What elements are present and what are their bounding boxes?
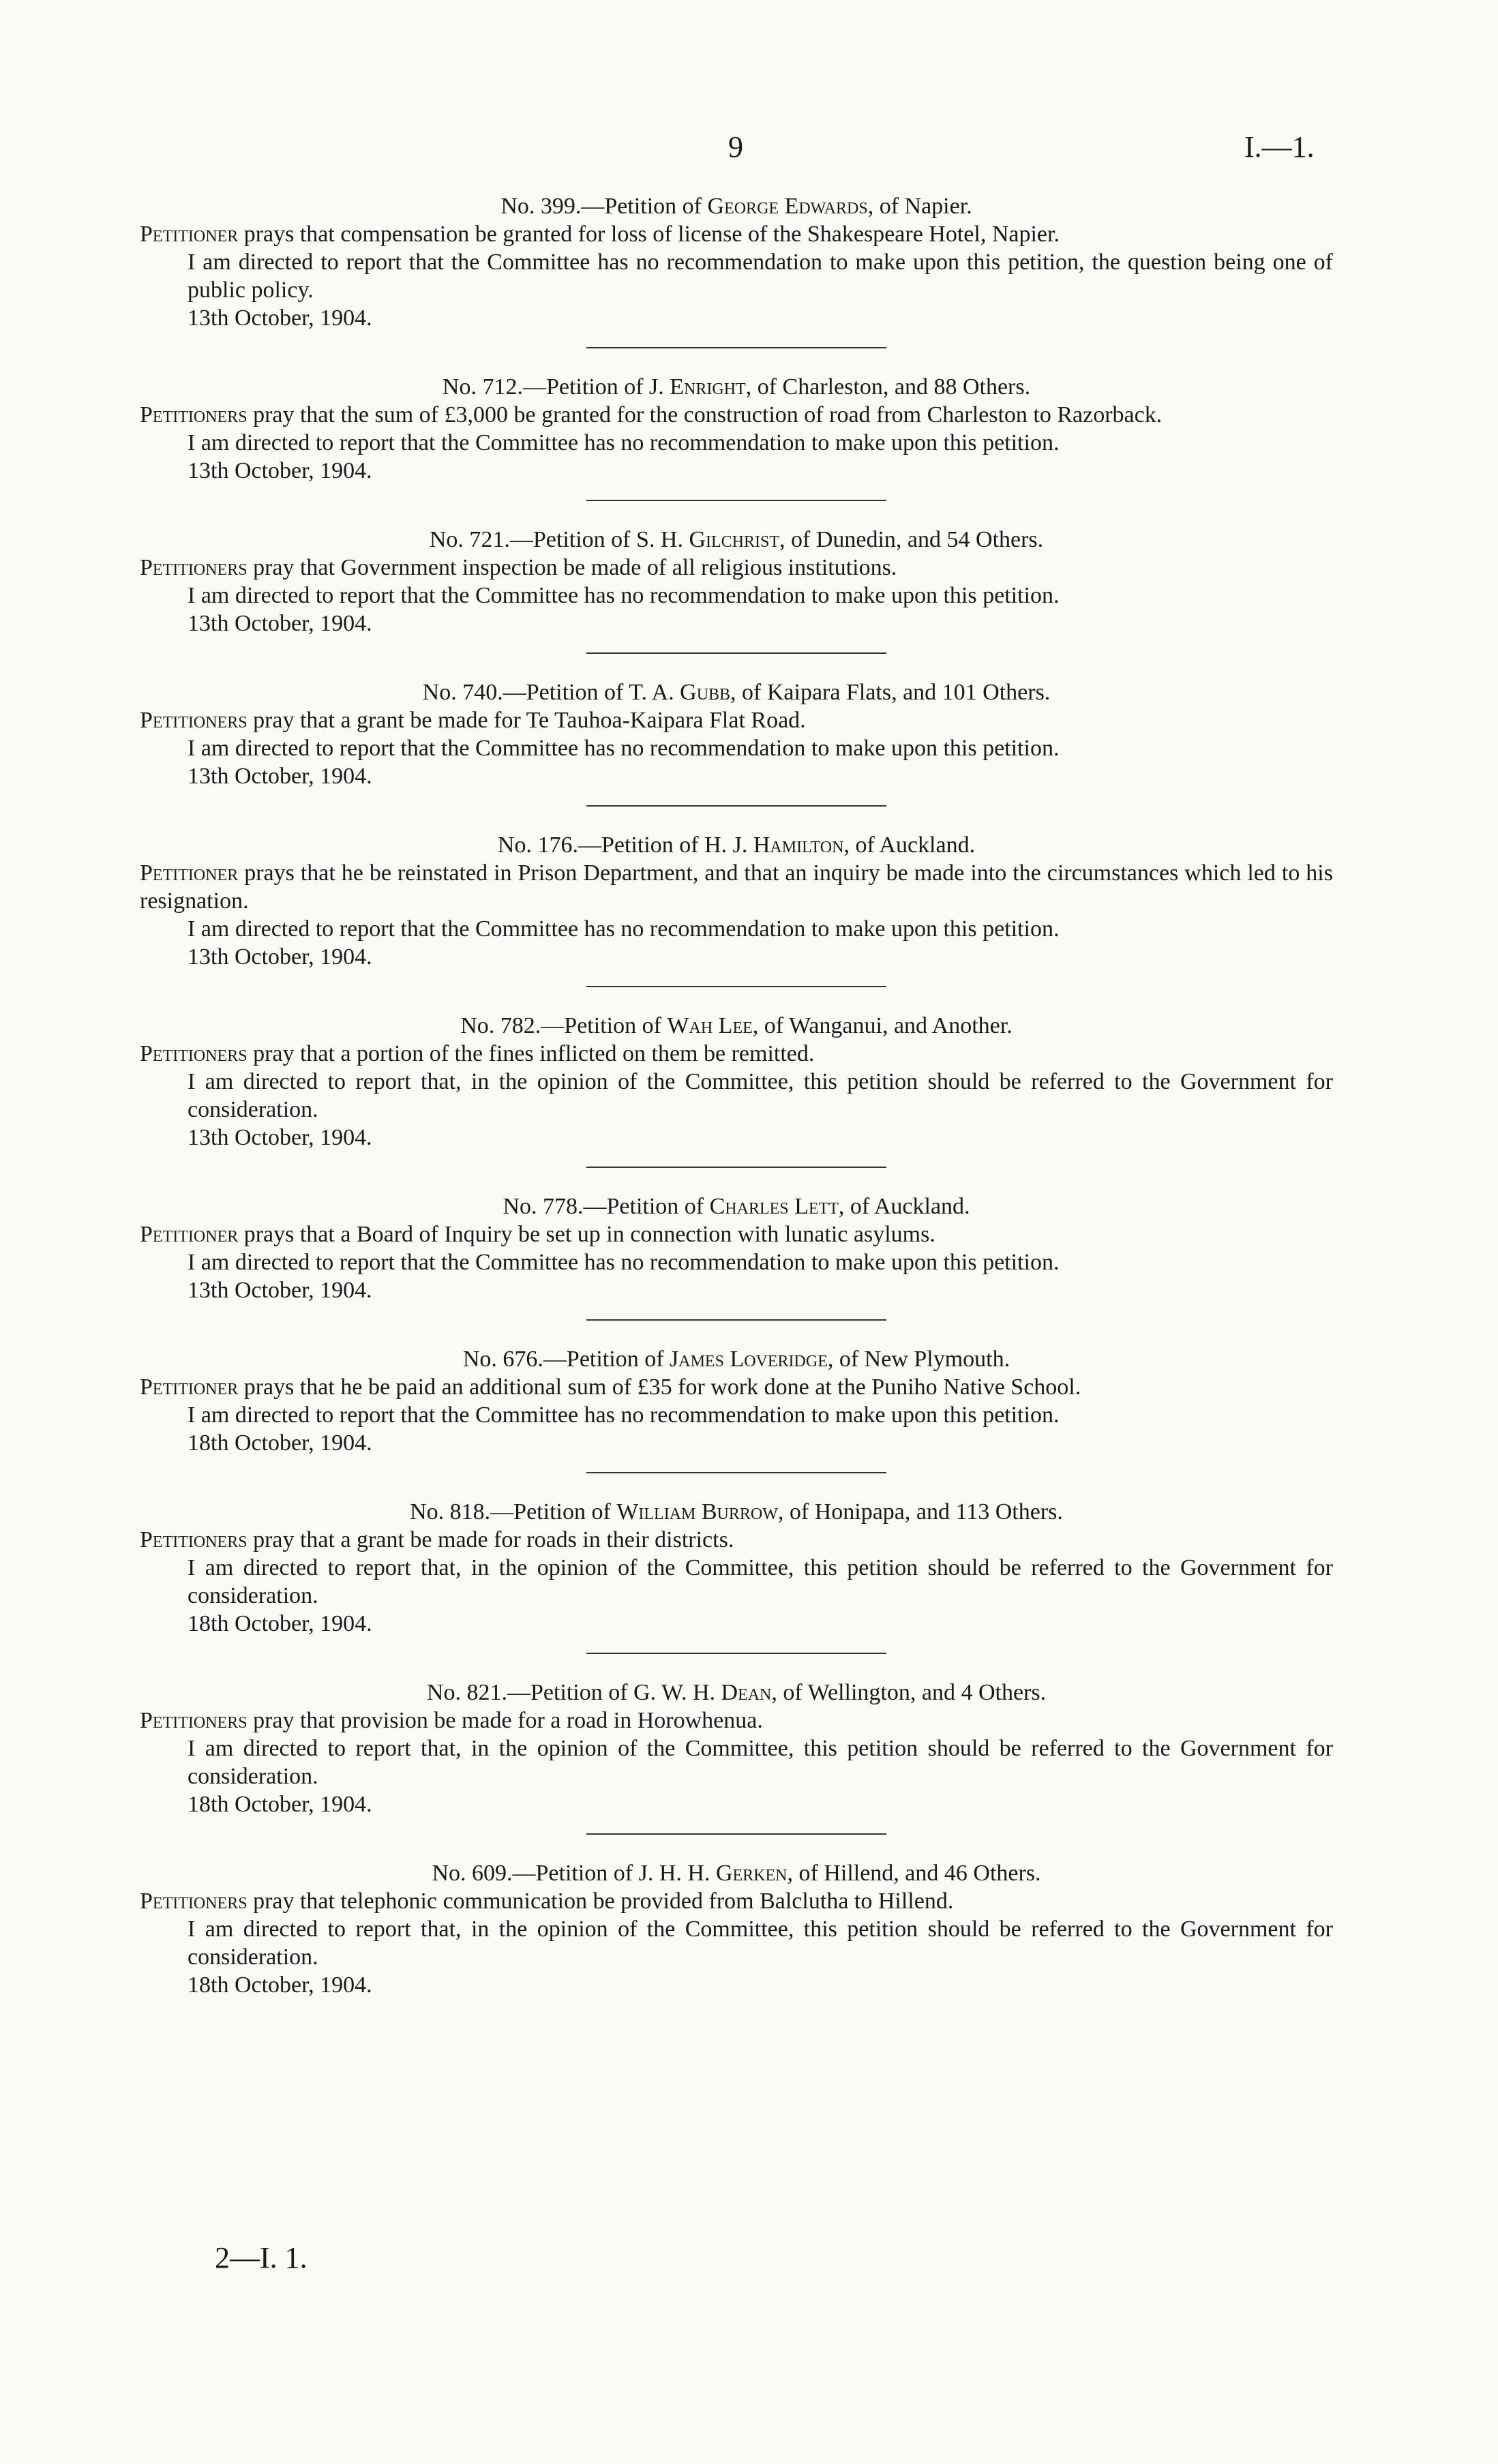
report-date: 13th October, 1904. — [188, 1278, 372, 1303]
committee-report: I am directed to report that, in the opinion of the Committee, this petition should be referred to the Government for consideration. — [188, 1069, 1333, 1122]
committee-report: I am directed to report that the Committee has no recommendation to make upon this petition, the question being one of public policy. — [188, 250, 1333, 303]
petitioner-name: James Loveridge — [670, 1347, 828, 1372]
petition-entry — [140, 192, 1333, 348]
petition-title: No. 399.—Petition of George Edwards, of Napier. — [500, 194, 972, 219]
petition-request: Petitioners pray that a grant be made for Te Tauhoa-Kaipara Flat Road. — [140, 708, 806, 733]
petitioner-name: Gerken — [715, 1861, 788, 1886]
petition-request: Petitioners pray that Government inspection be made of all religious institutions. — [140, 555, 897, 580]
signature-mark: 2—I. 1. — [215, 2241, 308, 2274]
petition-title: No. 740.—Petition of T. A. Gubb, of Kaipara Flats, and 101 Others. — [422, 680, 1051, 705]
document-reference: I.—1. — [1244, 130, 1315, 164]
committee-report: I am directed to report that the Committee has no recommendation to make upon this petition. — [188, 430, 1060, 455]
page-header — [0, 130, 1498, 170]
committee-report: I am directed to report that the Committee has no recommendation to make upon this petition. — [188, 736, 1060, 761]
petitioner-name: George Edwards — [707, 194, 868, 219]
petitioner-name: Gilchrist — [689, 527, 780, 552]
section-divider — [586, 1319, 886, 1321]
petition-request: Petitioners pray that provision be made for a road in Horowhenua. — [140, 1708, 763, 1733]
petition-entry — [140, 526, 1333, 654]
petitioner-name: Dean — [721, 1680, 772, 1705]
petition-title: No. 712.—Petition of J. Enright, of Charleston, and 88 Others. — [442, 374, 1031, 400]
petition-title: No. 721.—Petition of S. H. Gilchrist, of Dunedin, and 54 Others. — [429, 527, 1044, 552]
report-date: 18th October, 1904. — [188, 1792, 372, 1817]
section-divider — [586, 805, 886, 807]
page-number: 9 — [728, 130, 743, 164]
report-date: 13th October, 1904. — [188, 944, 372, 970]
committee-report: I am directed to report that, in the opinion of the Committee, this petition should be referred to the Government for consideration. — [188, 1555, 1333, 1608]
report-date: 13th October, 1904. — [188, 305, 372, 331]
petition-entry — [140, 373, 1333, 501]
petition-title: No. 821.—Petition of G. W. H. Dean, of Wellington, and 4 Others. — [426, 1680, 1047, 1705]
petition-title: No. 818.—Petition of William Burrow, of Honipapa, and 113 Others. — [410, 1499, 1063, 1524]
petition-request: Petitioners pray that a grant be made for roads in their districts. — [140, 1527, 734, 1552]
petition-request: Petitioners pray that a portion of the fines inflicted on them be remitted. — [140, 1041, 815, 1066]
report-date: 18th October, 1904. — [188, 1430, 372, 1456]
section-divider — [586, 1167, 886, 1168]
section-divider — [586, 1833, 886, 1835]
section-divider — [586, 347, 886, 348]
report-date: 18th October, 1904. — [188, 1972, 372, 1998]
section-divider — [586, 500, 886, 501]
committee-report: I am directed to report that the Committee has no recommendation to make upon this petition. — [188, 583, 1060, 608]
section-divider — [586, 986, 886, 987]
petition-request: Petitioners pray that the sum of £3,000 be granted for the construction of road from Charleston to Razorback. — [140, 402, 1163, 427]
petitions-list — [140, 192, 1333, 2024]
report-date: 13th October, 1904. — [188, 764, 372, 789]
petition-title: No. 176.—Petition of H. J. Hamilton, of Auckland. — [497, 832, 976, 858]
section-divider — [586, 652, 886, 654]
petition-title: No. 676.—Petition of James Loveridge, of New Plymouth. — [462, 1347, 1010, 1372]
report-date: 13th October, 1904. — [188, 1125, 372, 1150]
petitioner-name: Charles Lett — [709, 1194, 839, 1219]
petition-entry — [140, 1192, 1333, 1321]
section-divider — [586, 1653, 886, 1654]
petition-title: No. 609.—Petition of J. H. H. Gerken, of Hillend, and 46 Others. — [432, 1861, 1041, 1886]
petition-entry — [140, 1859, 1333, 1999]
committee-report: I am directed to report that, in the opinion of the Committee, this petition should be referred to the Government for consideration. — [188, 1736, 1333, 1789]
petition-entry — [140, 1345, 1333, 1473]
petition-request: Petitioner prays that a Board of Inquiry be set up in connection with lunatic asylums. — [140, 1222, 935, 1247]
petition-request: Petitioner prays that he be reinstated in Prison Department, and that an inquiry be made into the circumstances which led to his resignation. — [140, 860, 1333, 914]
petition-request: Petitioners pray that telephonic communication be provided from Balclutha to Hillend. — [140, 1889, 954, 1914]
petitioner-name: Wah Lee — [667, 1013, 753, 1038]
report-date: 13th October, 1904. — [188, 458, 372, 483]
report-date: 18th October, 1904. — [188, 1611, 372, 1636]
petition-entry — [140, 1012, 1333, 1168]
committee-report: I am directed to report that the Committee has no recommendation to make upon this petition. — [188, 1250, 1060, 1275]
petition-entry — [140, 1498, 1333, 1654]
petition-request: Petitioner prays that compensation be granted for loss of license of the Shakespeare Hotel, Napier. — [140, 222, 1060, 247]
committee-report: I am directed to report that the Committee has no recommendation to make upon this petition. — [188, 1402, 1060, 1428]
petitioner-name: Gubb — [680, 680, 731, 705]
petition-title: No. 778.—Petition of Charles Lett, of Auckland. — [503, 1194, 970, 1219]
committee-report: I am directed to report that the Committee has no recommendation to make upon this petition. — [188, 916, 1060, 942]
petitioner-name: William Burrow — [616, 1499, 778, 1524]
section-divider — [586, 1472, 886, 1473]
petition-request: Petitioner prays that he be paid an additional sum of £35 for work done at the Puniho Native School. — [140, 1374, 1081, 1400]
petition-entry — [140, 831, 1333, 987]
petitioner-name: Enright — [670, 374, 746, 400]
petition-title: No. 782.—Petition of Wah Lee, of Wanganui, and Another. — [460, 1013, 1013, 1038]
petition-entry — [140, 678, 1333, 807]
petition-entry — [140, 1679, 1333, 1835]
petitioner-name: Hamilton — [753, 832, 844, 858]
report-date: 13th October, 1904. — [188, 611, 372, 636]
committee-report: I am directed to report that, in the opinion of the Committee, this petition should be referred to the Government for consideration. — [188, 1917, 1333, 1970]
